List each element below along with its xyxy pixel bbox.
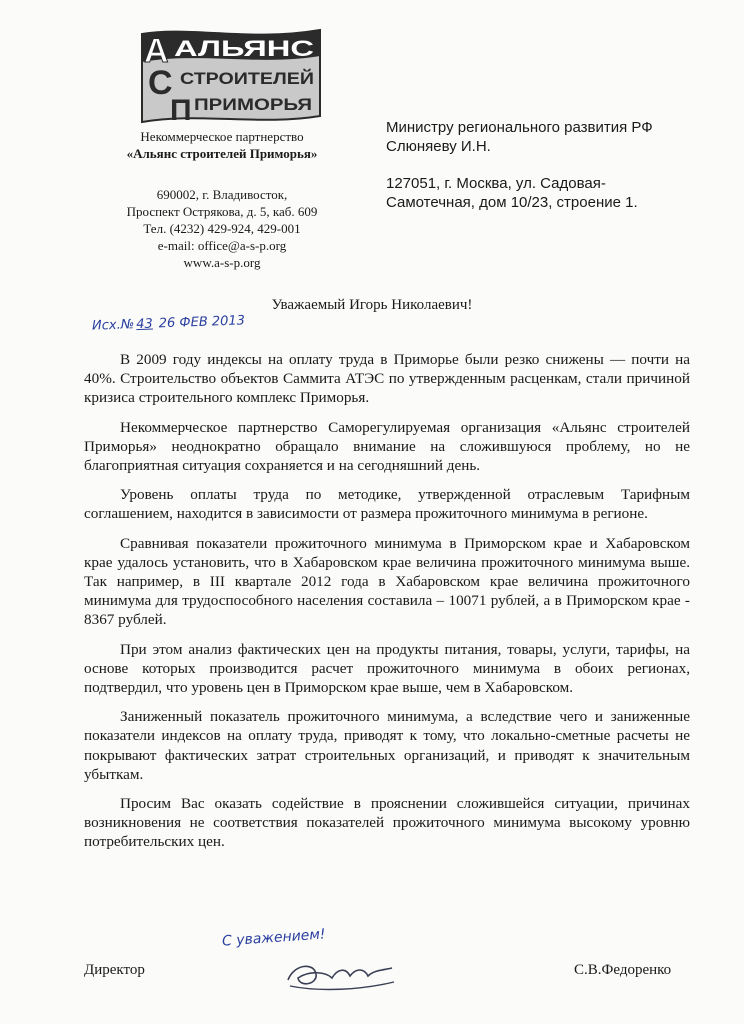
logo-letter-a: А [144,32,169,70]
recipient-line1: Министру регионального развития РФ [386,119,653,136]
recipient-block [386,118,716,212]
sender-block [92,128,352,271]
logo-line3: ПРИМОРЬЯ [194,95,312,114]
sender-website: www.a-s-p.org [183,255,261,270]
signatory-title: Директор [84,962,145,978]
sender-email: e-mail: office@a-s-p.org [157,238,287,253]
sender-phone: Тел. (4232) 429-924, 429-001 [143,221,301,236]
outgoing-number-stamp [92,313,245,333]
greeting: Уважаемый Игорь Николаевич! [271,297,473,313]
recipient-line2: Слюняеву И.Н. [386,138,491,155]
recipient-address-line1: 127051, г. Москва, ул. Садовая- [386,175,606,192]
signatory-name: С.В.Федоренко [574,962,672,978]
signature-scribble [280,950,400,1000]
sender-org-name: «Альянс строителей Приморья» [126,146,318,161]
outgoing-date: 26 ФЕВ 2013 [158,313,246,332]
paragraph: При этом анализ фактических цен на продукты питания, товары, услуги, тарифы, на основе которых производится расчет прожиточного минимума в обоих регионах, подтвердил, что уровень цен в Приморском крае выше, чем в Хабаровском. [84,640,690,697]
paragraph: В 2009 году индексы на оплату труда в Приморье были резко снижены — почти на 40%. Строительство объектов Саммита АТЭС по утвержденным расценкам, стали причиной кризиса строительного комплекс Приморья. [84,351,690,407]
organization-logo [130,26,330,128]
sender-org-type: Некоммерческое партнерство [140,129,304,144]
logo-line1: АЛЬЯНС [174,36,315,61]
logo-line2: СТРОИТЕЛЕЙ [180,69,314,88]
closing-handwritten: С уважением! [221,926,327,950]
paragraph: Уровень оплаты труда по методике, утвержденной отраслевым Тарифным соглашением, находится в зависимости от размера прожиточного минимума в регионе. [84,486,690,523]
sender-address-line1: 690002, г. Владивосток, [156,187,288,202]
paragraph: Заниженный показатель прожиточного минимума, а вследствие чего и заниженные показатели индексов на оплату труда, приводят к тому, что локально-сметные расчеты не покрывают фактических затрат строительных организаций, и приводят к значительным убыткам. [84,708,690,783]
logo-letter-s: С [148,64,173,102]
paragraph: Просим Вас оказать содействие в прояснении сложившейся ситуации, причинах возникновения не соответствия показателей прожиточного минимума высокому уровню потребительских цен. [84,795,690,851]
paragraph: Сравнивая показатели прожиточного минимума в Приморском крае и Хабаровском крае удалось установить, что в Хабаровском крае величина прожиточного минимума выше. Так например, в III квартале 2012 года в Хабаровском крае величина прожиточного минимума для трудоспособного населения составила – 10071 рублей, а в Приморском крае - 8367 рублей. [84,534,690,629]
letter-body [84,350,690,862]
outgoing-number: 43 [135,316,154,333]
outgoing-prefix: Исх.№ [91,317,135,334]
sender-address-line2: Проспект Острякова, д. 5, каб. 609 [126,204,318,219]
logo-letter-p: П [170,94,192,127]
paragraph: Некоммерческое партнерство Саморегулируемая организация «Альянс строителей Приморья» неоднократно обращало внимание на сложившуюся проблему, но не благоприятная ситуация сохраняется и на сегодняшний день. [84,418,690,475]
recipient-address-line2: Самотечная, дом 10/23, строение 1. [386,194,638,211]
